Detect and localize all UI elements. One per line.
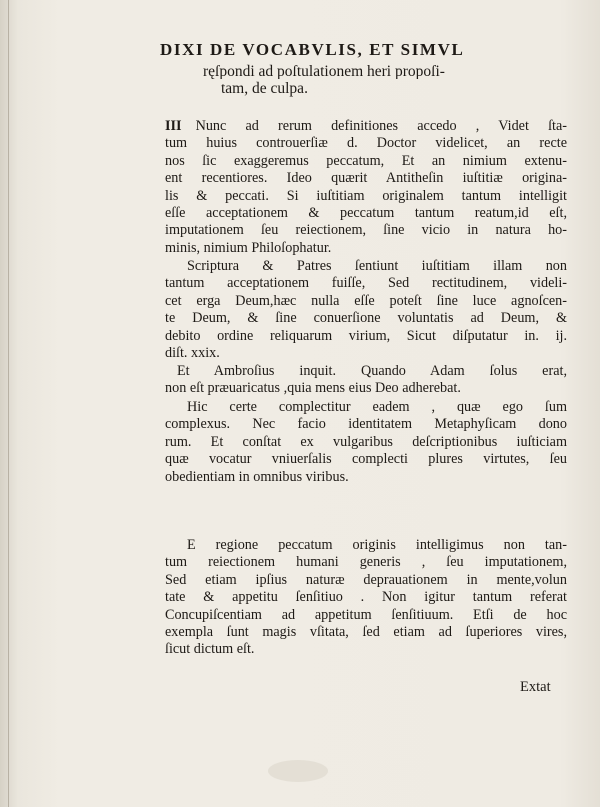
section-marker: III xyxy=(165,118,182,134)
text-line: lis & peccati. Si iuſtitiam originalem tantum intelligit xyxy=(165,187,567,204)
text-line xyxy=(165,118,567,135)
paragraph-1 xyxy=(165,118,567,257)
text-line: Concupiſcentiam ad appetitum ſenſitiuum. Etſi de hoc xyxy=(165,606,567,623)
text-line: cet erga Deum,hæc nulla eſſe poteſt ſine luce agnoſcen- xyxy=(165,292,567,309)
text-line: complexus. Nec facio identitatem Metaphyſicam dono xyxy=(165,416,567,433)
text-line: nos ſic exaggeremus peccatum, Et an nimium extenu- xyxy=(165,152,567,169)
paragraph-5 xyxy=(165,537,567,659)
text-line: obedientiam in omnibus viribus. xyxy=(165,468,349,485)
text-line: exempla ſunt magis vſitata, ſed etiam ad ſuperiores vires, xyxy=(165,623,567,640)
page-gutter xyxy=(8,0,9,807)
text-line: tum huius controuerſiæ d. Doctor videlicet, an recte xyxy=(165,135,567,152)
text-line: Scriptura & Patres ſentiunt iuſtitiam illam non xyxy=(187,258,567,274)
text-line: minis, nimium Philoſophatur. xyxy=(165,239,332,256)
head-continuation xyxy=(203,62,563,97)
paper-stain xyxy=(268,760,328,782)
text-line: diſt. xxix. xyxy=(165,344,220,361)
head-line: ręſpondi ad poſtulationem heri propoſi- xyxy=(203,63,445,80)
text-line: Hic certe complectitur eadem , quæ ego ſum xyxy=(187,399,567,415)
text-line: eſſe acceptationem & peccatum tantum reatum,id eſt, xyxy=(165,204,567,221)
head-line: tam, de culpa. xyxy=(221,80,308,97)
text-line: te Deum, & ſine conuerſione voluntatis ad Deum, & xyxy=(165,310,567,327)
text-line: imputationem ſeu reiectionem, ſine vicio in natura ho- xyxy=(165,222,567,239)
text-line: rum. Et conſtat ex vulgaribus deſcriptionibus iuſticiam xyxy=(165,433,567,450)
text-line: ent recentiores. Ideo quærit Antitheſin iuſtitiæ origina- xyxy=(165,170,567,187)
text-line: quæ vocatur vniuerſalis complecti plures virtutes, ſeu xyxy=(165,451,567,468)
catchword: Extat xyxy=(520,679,551,695)
text-line: non eſt præuaricatus ,quia mens eius Deo adherebat. xyxy=(165,380,461,397)
text-line: tantum acceptationem fuiſſe, Sed rectitudinem, videli- xyxy=(165,275,567,292)
paragraph-3 xyxy=(165,363,567,398)
paragraph-2 xyxy=(165,258,567,362)
running-head: DIXI DE VOCABVLIS, ET SIMVL xyxy=(160,40,465,59)
paragraph-4 xyxy=(165,399,567,486)
text-line: Et Ambroſius inquit. Quando Adam ſolus erat, xyxy=(177,363,567,379)
text-line: tum reiectionem humani generis , ſeu imputationem, xyxy=(165,554,567,571)
text-line-content: Nunc ad rerum definitiones accedo , Videt ſta- xyxy=(195,118,567,134)
text-line: E regione peccatum originis intelligimus non tan- xyxy=(187,537,567,553)
text-line: debito ordine reliquarum virium, Sicut diſputatur in. ij. xyxy=(165,327,567,344)
text-line: tate & appetitu ſenſitiuo . Non igitur tantum referat xyxy=(165,589,567,606)
text-line: Sed etiam ipſius naturæ deprauationem in mente,volun xyxy=(165,571,567,588)
text-line: ſicut dictum eſt. xyxy=(165,641,255,658)
